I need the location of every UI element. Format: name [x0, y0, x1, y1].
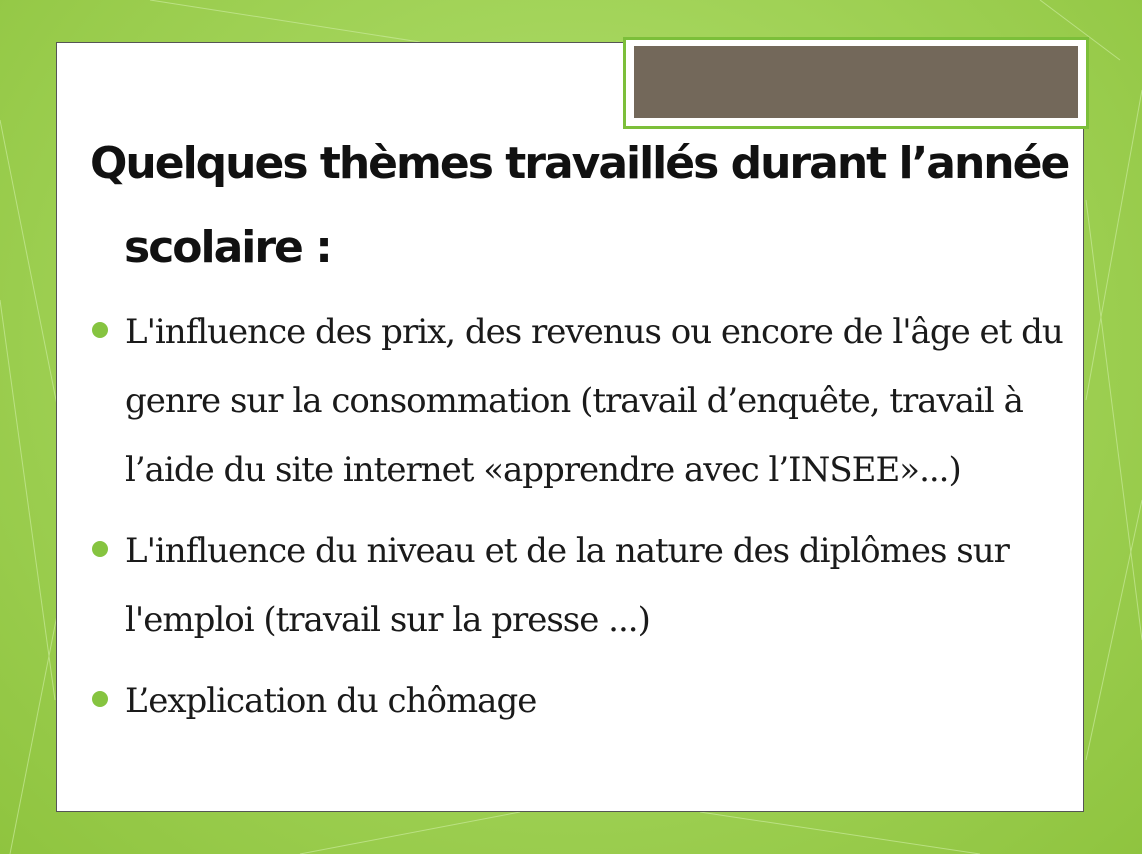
bullet-dot-icon	[92, 541, 108, 557]
bullet-item-unemployment	[90, 667, 1080, 736]
bullet-item-diplomas	[90, 517, 1080, 655]
bullet-list	[90, 298, 1080, 748]
bullet-item-prices	[90, 298, 1080, 505]
slide-heading-line1: Quelques thèmes travaillés durant l’année	[90, 138, 1069, 189]
bullet-dot-icon	[92, 322, 108, 338]
bullet-dot-icon	[92, 691, 108, 707]
title-placeholder-box	[623, 37, 1089, 129]
bullet-text: L’explication du chômage	[125, 681, 537, 721]
title-placeholder-fill	[634, 46, 1078, 118]
slide-heading-line2: scolaire :	[124, 222, 331, 273]
slide-heading	[90, 122, 1070, 290]
bullet-text: L'influence des prix, des revenus ou encore de l'âge et du genre sur la consommation (travail d’enquête, travail à l’aide du site internet «apprendre avec l’INSEE»...)	[125, 312, 1063, 490]
bullet-text: L'influence du niveau et de la nature des diplômes sur l'emploi (travail sur la presse ...)	[125, 531, 1009, 640]
